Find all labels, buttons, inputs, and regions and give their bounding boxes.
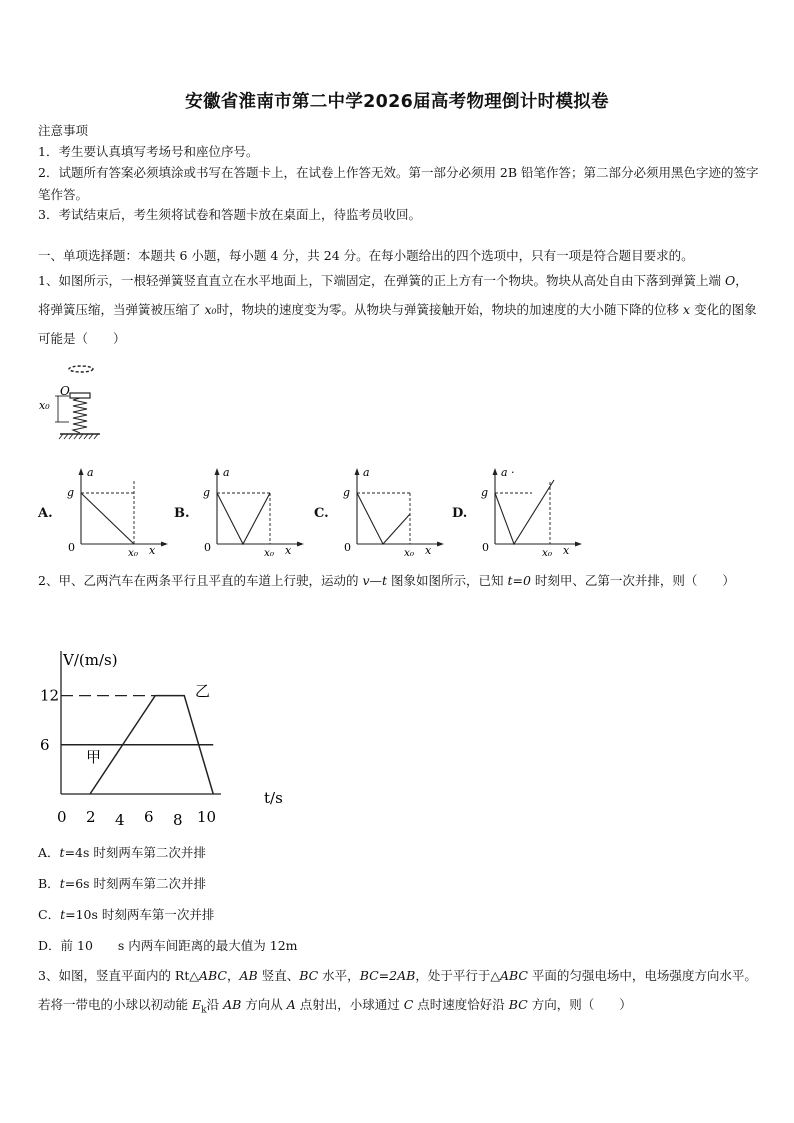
section-heading: 一、单项选择题：本题共 6 小题，每小题 4 分，共 24 分。在每小题给出的四个选项中，只有一项是符合题目要求的。 — [38, 248, 694, 263]
axis-x: x — [563, 544, 570, 557]
label-x0: x₀ — [39, 399, 50, 412]
axis-a: a — [363, 466, 370, 479]
graph-c — [338, 464, 448, 560]
tick-g: g — [203, 486, 211, 499]
option-label: B. — [174, 506, 190, 521]
y-axis-label: V/(m/s) — [63, 651, 118, 669]
axis-a: a — [223, 466, 230, 479]
question-3-text: 3、如图，竖直平面内的 Rt△ABC，AB 竖直、BC 水平，BC=2AB，处于平行于△ABC 平面的匀强电场中，电场强度方向水平。若将一带电的小球以初动能 $E_k$沿 AB 方向从 A 点射出，小球通过 C 点时速度恰好沿 BC 方向，则（ ） — [38, 968, 757, 1016]
x-tick-label: 6 — [144, 808, 154, 826]
axis-a: a — [87, 466, 94, 479]
tick-g: g — [343, 486, 351, 499]
notice-item-1: 1．考生要认真填写考场号和座位序号。 — [38, 144, 259, 159]
tick-x0: x₀ — [128, 547, 139, 559]
axis-x: x — [425, 544, 432, 557]
series-label-yi: 乙 — [195, 682, 211, 700]
option-label: A. — [38, 506, 53, 521]
spring-figure — [36, 362, 116, 446]
graph-b — [198, 464, 308, 560]
x-tick-label: 0 — [57, 808, 67, 826]
notice-heading: 注意事项 — [38, 123, 89, 138]
notice-item-3: 3．考试结束后，考生须将试卷和答题卡放在桌面上，待监考员收回。 — [38, 207, 421, 222]
tick-g: g — [481, 486, 489, 499]
graph-d — [476, 464, 586, 560]
option-label: D. — [452, 506, 468, 521]
tick-x0: x₀ — [404, 547, 415, 559]
notice-item-2: 2．试题所有答案必须填涂或书写在答题卡上，在试卷上作答无效。第一部分必须用 2B 铅笔作答；第二部分必须用黑色字迹的签字笔作答。 — [38, 165, 759, 202]
x-tick-label: 4 — [115, 811, 125, 829]
axis-x: x — [285, 544, 292, 557]
graph-a — [62, 464, 172, 560]
axis-a: a · — [501, 466, 515, 479]
q2-option-a[interactable]: A．t=4s 时刻两车第二次并排 — [38, 845, 206, 860]
series-label-jia: 甲 — [86, 748, 102, 766]
tick-zero: 0 — [68, 541, 75, 554]
x-tick-label: 8 — [173, 811, 183, 829]
tick-g: g — [67, 486, 75, 499]
axis-x: x — [149, 544, 156, 557]
x-tick-label: 2 — [86, 808, 96, 826]
vt-chart — [38, 645, 308, 835]
label-o: O — [60, 384, 70, 398]
y-tick-label: 6 — [40, 735, 50, 754]
option-label: C. — [314, 506, 329, 521]
question-2-text: 2、甲、乙两汽车在两条平行且平直的车道上行驶，运动的 v—t 图象如图所示，已知 t=0 时刻甲、乙第一次并排，则（ ） — [38, 573, 735, 588]
question-1-text: 1、如图所示，一根轻弹簧竖直直立在水平地面上，下端固定，在弹簧的正上方有一个物块。物块从高处自由下落到弹簧上端 O，将弹簧压缩，当弹簧被压缩了 x₀时，物块的速度变为零。从物块与弹簧接触开始，物块的加速度的大小随下降的位移 x 变化的图象可能是（ ） — [38, 273, 757, 346]
q2-option-c[interactable]: C．t=10s 时刻两车第一次并排 — [38, 907, 215, 922]
q2-option-d[interactable]: D．前 10 s 内两车间距离的最大值为 12m — [38, 938, 298, 953]
tick-x0: x₀ — [542, 547, 553, 559]
tick-zero: 0 — [482, 541, 489, 554]
tick-zero: 0 — [204, 541, 211, 554]
x-tick-label: 10 — [197, 808, 217, 826]
tick-zero: 0 — [344, 541, 351, 554]
tick-x0: x₀ — [264, 547, 275, 559]
page-title: 安徽省淮南市第二中学2026届高考物理倒计时模拟卷 — [185, 92, 609, 112]
q2-option-b[interactable]: B．t=6s 时刻两车第二次并排 — [38, 876, 207, 891]
y-tick-label: 12 — [40, 686, 60, 705]
x-axis-label: t/s — [264, 789, 283, 807]
